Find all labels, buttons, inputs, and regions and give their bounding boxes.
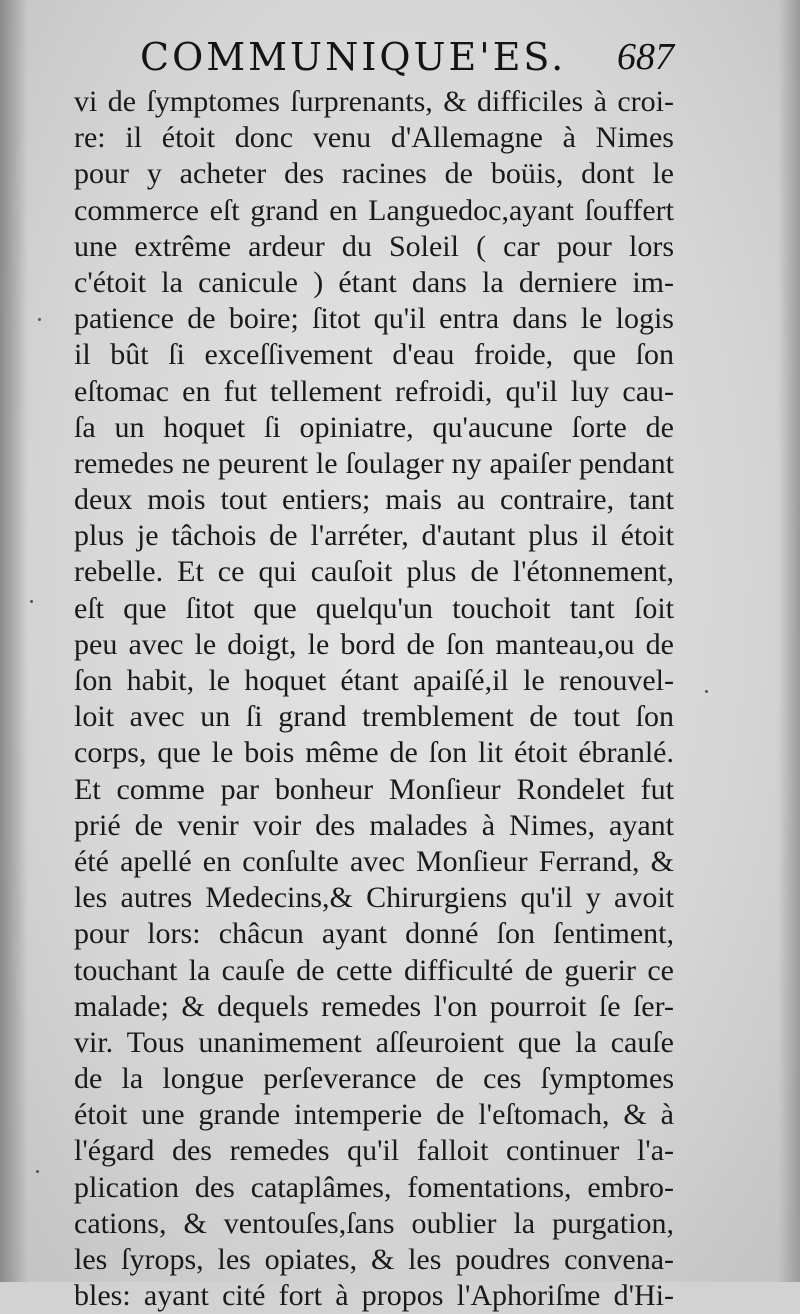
text-line: Et comme par bonheur Monſieur Rondelet fut bbox=[74, 772, 674, 806]
text-line: les ſyrops, les opiates, & les poudres convena- bbox=[74, 1243, 674, 1276]
text-line: cations, & ventouſes,ſans oublier la purgation, bbox=[74, 1206, 674, 1240]
text-line: une extrême ardeur du Soleil ( car pour lors bbox=[74, 229, 674, 263]
text-line: peu avec le doigt, le bord de ſon manteau,ou de bbox=[74, 627, 674, 661]
page-gutter-shadow bbox=[0, 0, 28, 1282]
text-line: ſon habit, le hoquet étant apaiſé,il le renouvel- bbox=[74, 664, 674, 697]
text-line: plus je tâchois de l'arréter, d'autant plus il étoit bbox=[74, 519, 674, 553]
text-line: été apellé en conſulte avec Monſieur Ferrand, & bbox=[74, 844, 674, 878]
text-line: c'étoit la canicule ) étant dans la derniere im- bbox=[74, 265, 674, 299]
paper-speck bbox=[36, 1170, 39, 1173]
text-line: pour y acheter des racines de boüis, dont le bbox=[74, 157, 674, 191]
text-line: re: il étoit donc venu d'Allemagne à Nimes bbox=[74, 121, 674, 155]
text-line: loit avec un ſi grand tremblement de tout ſon bbox=[74, 700, 674, 734]
text-line: bles: ayant cité fort à propos l'Aphoriſme d'Hi- bbox=[74, 1279, 674, 1313]
text-line: deux mois tout entiers; mais au contraire, tant bbox=[74, 483, 674, 517]
text-line: corps, que le bois même de ſon lit étoit ébranlé. bbox=[74, 736, 674, 770]
body-text bbox=[74, 84, 674, 1314]
text-line: de la longue perſeverance de ces ſymptomes bbox=[74, 1062, 674, 1096]
text-line: étoit une grande intemperie de l'eſtomach, & à bbox=[74, 1098, 674, 1132]
text-line: touchant la cauſe de cette difficulté de guerir ce bbox=[74, 953, 674, 987]
running-title: COMMUNIQUE'ES. bbox=[140, 35, 567, 79]
page-edge-shadow bbox=[778, 0, 800, 1282]
paper-speck bbox=[30, 600, 33, 603]
page-number: 687 bbox=[617, 36, 674, 78]
text-line: rebelle. Et ce qui cauſoit plus de l'étonnement, bbox=[74, 555, 674, 589]
text-line: ſa un hoquet ſi opiniatre, qu'aucune ſorte de bbox=[74, 410, 674, 444]
text-line: patience de boire; ſitot qu'il entra dans le logis bbox=[74, 302, 674, 336]
paper-speck bbox=[38, 318, 41, 321]
text-line: l'égard des remedes qu'il falloit continuer l'a- bbox=[74, 1134, 674, 1168]
text-line: vi de ſymptomes ſurprenants, & difficiles à croi- bbox=[74, 85, 674, 118]
page-header bbox=[140, 34, 680, 80]
text-line: il bût ſi exceſſivement d'eau froide, que ſon bbox=[74, 338, 674, 372]
text-line: les autres Medecins,& Chirurgiens qu'il y avoit bbox=[74, 881, 674, 915]
text-line: remedes ne peurent le ſoulager ny apaiſer pendant bbox=[74, 446, 674, 480]
paper-speck bbox=[705, 690, 708, 693]
text-line: commerce eſt grand en Languedoc,ayant ſouffert bbox=[74, 193, 674, 227]
text-line: pour lors: châcun ayant donné ſon ſentiment, bbox=[74, 917, 674, 951]
text-line: malade; & dequels remedes l'on pourroit ſe ſer- bbox=[74, 989, 674, 1023]
text-line: vir. Tous unanimement aſſeuroient que la cauſe bbox=[74, 1025, 674, 1059]
text-line: plication des cataplâmes, fomentations, embro- bbox=[74, 1170, 674, 1204]
text-line: eſt que ſitot que quelqu'un touchoit tant ſoit bbox=[74, 591, 674, 625]
text-line: prié de venir voir des malades à Nimes, ayant bbox=[74, 808, 674, 842]
text-line: eſtomac en fut tellement refroidi, qu'il luy cau- bbox=[74, 374, 674, 408]
